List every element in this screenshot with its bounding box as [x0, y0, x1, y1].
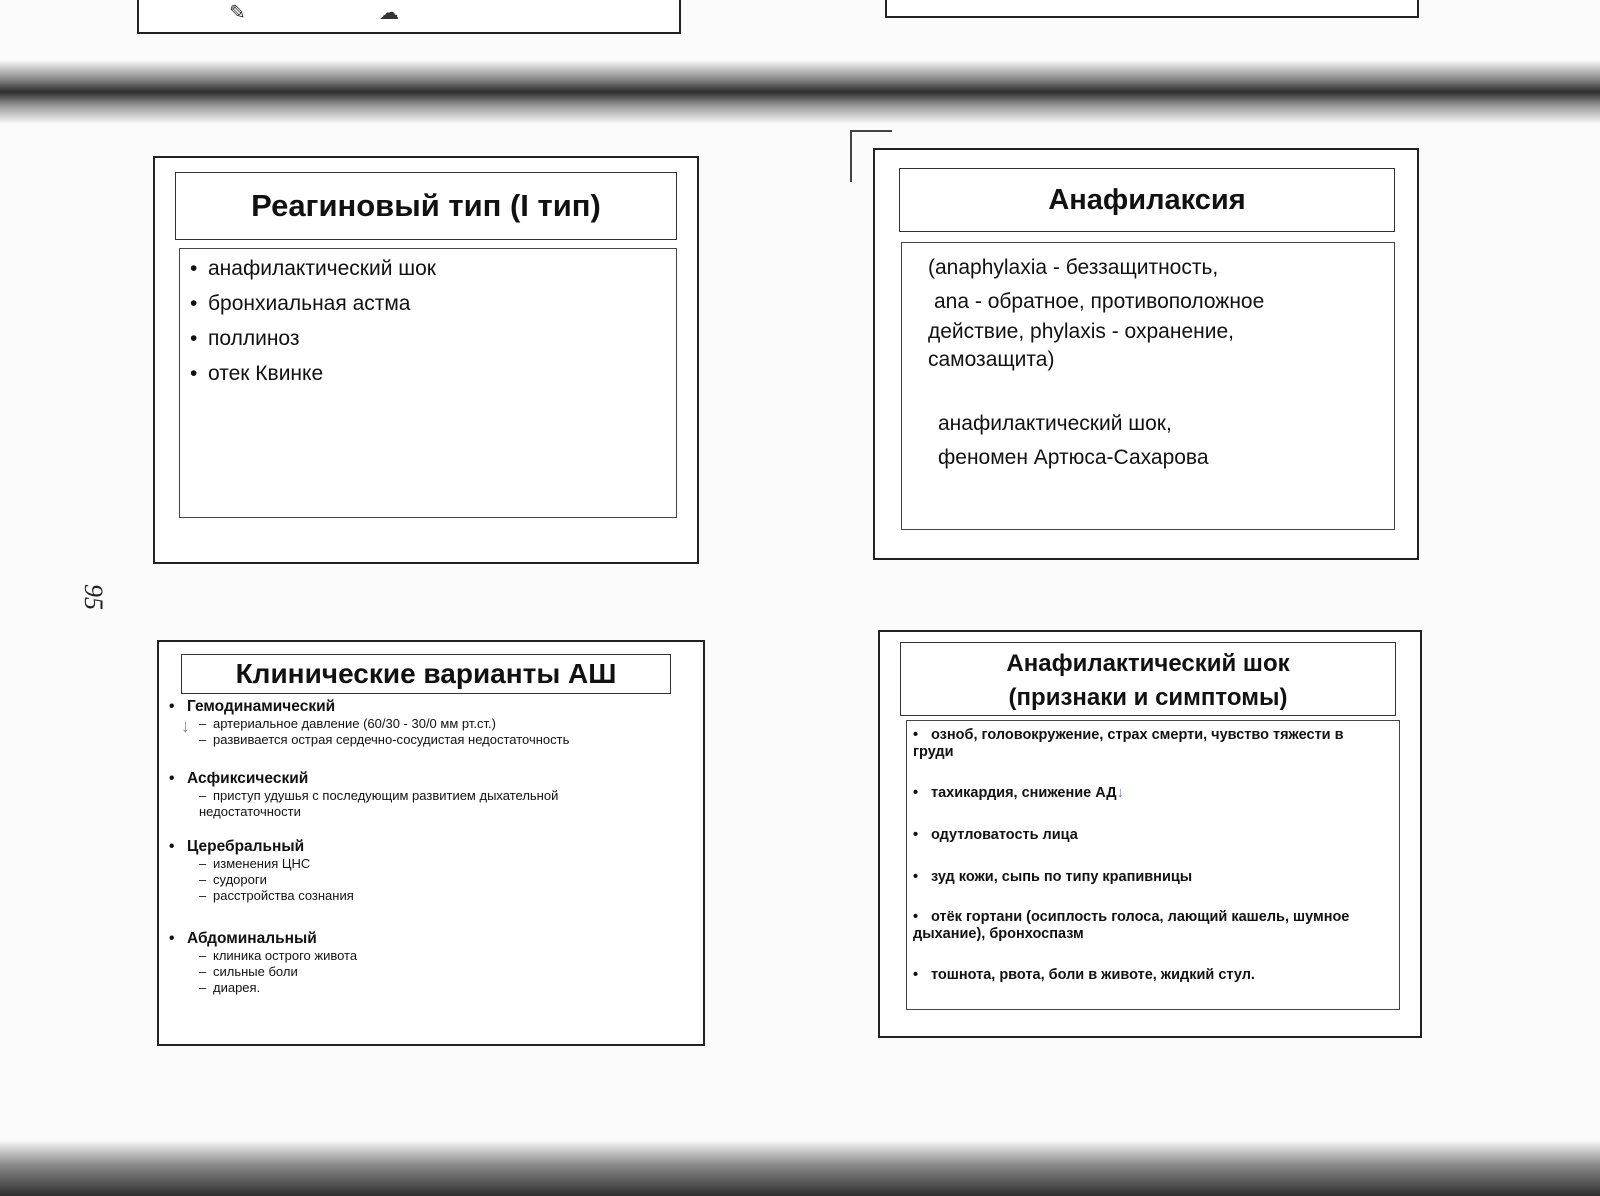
bullet-icon: • [169, 770, 175, 787]
bullet-icon: • [169, 698, 175, 715]
text-line: (anaphylaxia - беззащитность, [928, 256, 1219, 279]
list-item: • отёк гортани (осиплость голоса, лающий кашель, шумное дыхание), бронхоспазм [913, 909, 1350, 942]
list-item: • тошнота, рвота, боли в животе, жидкий стул. [913, 967, 1255, 983]
text-line: ana - обратное, противоположное [934, 290, 1265, 313]
list-item: • тахикардия, снижение АД↓ [913, 785, 1124, 801]
slide-body [179, 248, 677, 518]
list-item: – расстройства сознания [199, 888, 354, 903]
bullet-icon: • [913, 785, 919, 801]
list-item: – диарея. [199, 980, 261, 995]
list-item: • отек Квинке [190, 362, 324, 385]
list-item: • одутловатость лица [913, 827, 1078, 843]
slide-anaphylaxis [873, 148, 1419, 560]
scan-fold-shadow [0, 60, 1600, 124]
sketch-drawing-icon: ✎ [229, 2, 246, 24]
slide-reagin-type [153, 156, 699, 564]
previous-slide-fragment-right [885, 0, 1419, 18]
bullet-icon: • [913, 727, 919, 743]
bullet-icon: • [169, 838, 175, 855]
list-item: – приступ удушья с последующим развитием дыхательной недостаточности [199, 788, 559, 819]
slide-title: Клинические варианты АШ [181, 654, 671, 694]
list-item: – изменения ЦНС [199, 856, 311, 871]
list-item: – сильные боли [199, 964, 298, 979]
slide-body [901, 242, 1395, 530]
list-item: • бронхиальная астма [190, 292, 411, 315]
list-item: – клиника острого живота [199, 948, 358, 963]
bullet-icon: • [190, 292, 198, 315]
page-number: 95 [79, 584, 108, 610]
slide-clinical-variants [157, 640, 705, 1046]
bullet-icon: • [913, 909, 919, 925]
list-item: • озноб, головокружение, страх смерти, чувство тяжести в груди [913, 727, 1344, 760]
sketch-drawing-icon: ☁ [379, 2, 399, 24]
variant-group: • Абдоминальный – клиника острого живота – сильные боли – диарея. [169, 930, 358, 995]
slide-body [169, 698, 689, 1032]
list-item: • зуд кожи, сыпь по типу крапивницы [913, 869, 1193, 885]
bullet-icon: • [913, 869, 919, 885]
bullet-icon: • [190, 257, 198, 280]
text-line: действие, phylaxis - охранение, [928, 320, 1234, 343]
bullet-icon: • [913, 967, 919, 983]
bullet-list [180, 249, 676, 397]
text-line: самозащита) [928, 348, 1055, 371]
bullet-icon: • [190, 362, 198, 385]
list-item: – артериальное давление (60/30 - 30/0 мм рт.ст.) [199, 716, 496, 731]
text-line: анафилактический шок, [938, 412, 1172, 435]
bullet-icon: • [913, 827, 919, 843]
scan-edge-shadow [0, 1140, 1600, 1196]
slide-title: Реагиновый тип (I тип) [175, 172, 677, 240]
pen-arrow-icon: ↓ [181, 716, 190, 736]
list-item: • поллиноз [190, 327, 300, 350]
bullet-icon: • [190, 327, 198, 350]
previous-slide-fragment-left [137, 0, 681, 34]
slide-title: Анафилактический шок (признаки и симптомы) [900, 642, 1396, 716]
list-item: – судороги [199, 872, 267, 887]
variant-group: • Асфиксический – приступ удушья с последующим развитием дыхательной недостаточности [169, 770, 639, 820]
list-item: • анафилактический шок [190, 257, 436, 280]
slide-shock-symptoms [878, 630, 1422, 1038]
slide-title: Анафилаксия [899, 168, 1395, 232]
slide-body [906, 720, 1400, 1010]
variant-group: • Гемодинамический – артериальное давление (60/30 - 30/0 мм рт.ст.) – развивается острая сердечно-сосудистая недостаточность [169, 698, 570, 747]
bullet-icon: • [169, 930, 175, 947]
variant-group: • Церебральный – изменения ЦНС – судороги – расстройства сознания [169, 838, 354, 903]
text-line: феномен Артюса-Сахарова [938, 446, 1209, 469]
pen-arrow-icon: ↓ [1116, 785, 1124, 801]
list-item: – развивается острая сердечно-сосудистая недостаточность [199, 732, 570, 747]
